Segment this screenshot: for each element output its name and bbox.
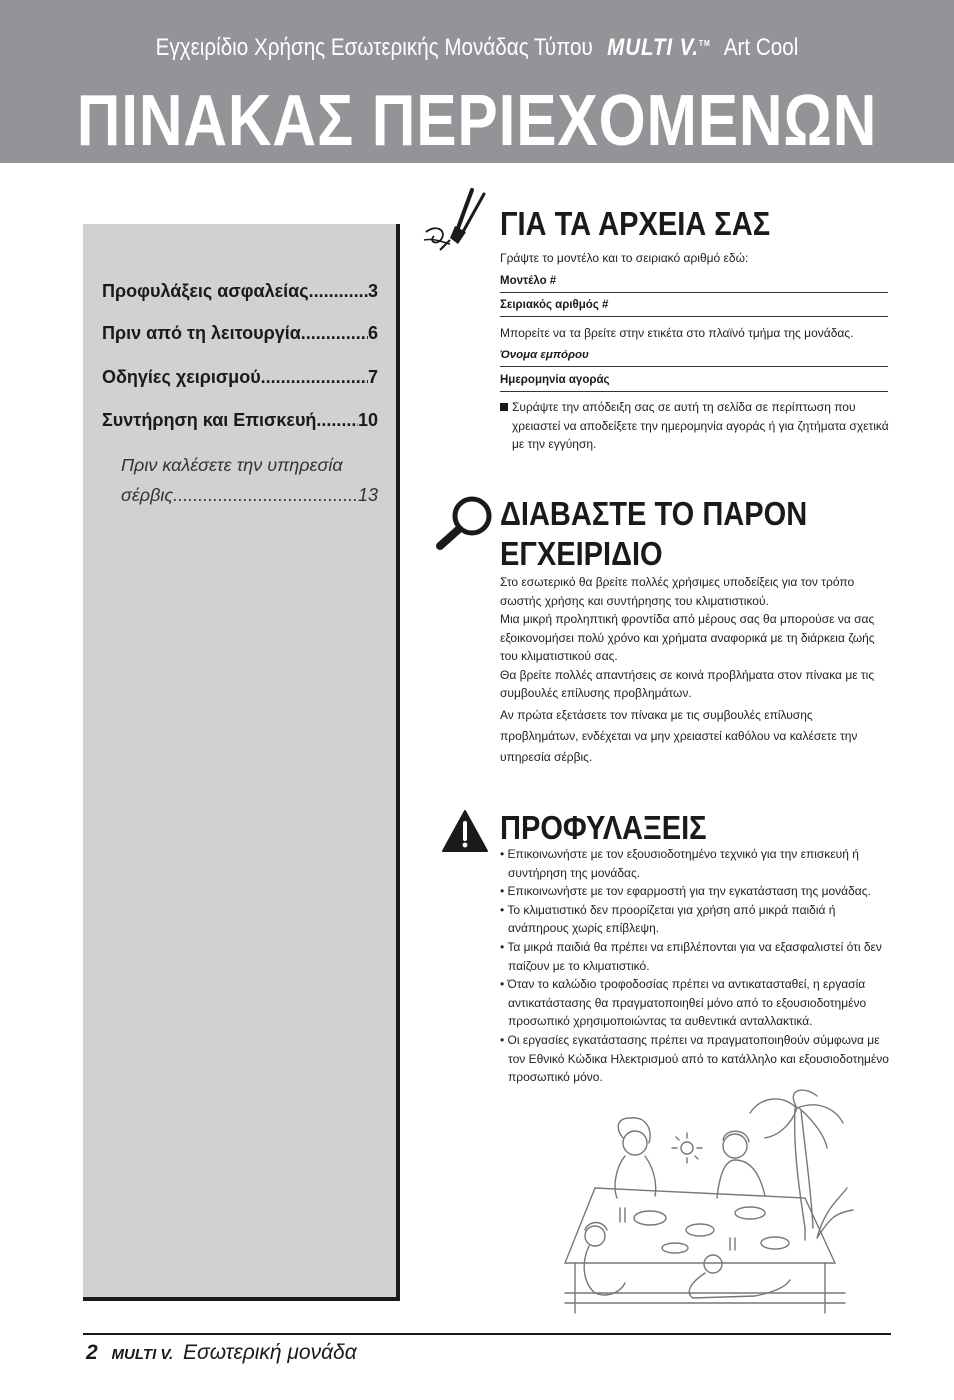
- toc-subitem-line2: σέρβις: [121, 485, 174, 505]
- toc-item-label: Συντήρηση και Επισκευή: [102, 410, 317, 430]
- toc-item-maintenance[interactable]: [102, 410, 378, 431]
- toc-subitem-line1: Πριν καλέσετε την υπηρεσία: [121, 455, 343, 475]
- warning-triangle-icon: [441, 809, 489, 853]
- manual-subtitle: [67, 34, 887, 62]
- footer-rule: [83, 1333, 891, 1335]
- precaution-text: Όταν το καλώδιο τροφοδοσίας πρέπει να αντικατασταθεί, η εργασία αντικατάστασης θα πραγματοποιηθεί μόνο από το εξουσιοδοτημένο προσωπικό χρησιμοποιώντας τα αυθεντικά ανταλλακτικά.: [507, 977, 867, 1029]
- magnifying-glass-icon: [432, 494, 496, 554]
- page-footer: [86, 1341, 357, 1365]
- page-number: 2: [86, 1341, 98, 1364]
- toc-page-number: 6: [367, 323, 378, 343]
- list-item: • Επικοινωνήστε με τον εξουσιοδοτημένο τεχνικό για την επισκευή ή συντήρηση της μονάδας.: [500, 847, 859, 880]
- header-banner: [0, 0, 954, 163]
- trademark-mark: TM: [698, 39, 711, 48]
- toc-leader-dots: [173, 480, 358, 510]
- toc-leader-dots: [309, 281, 368, 302]
- list-item: • Επικοινωνήστε με τον εφαρμοστή για την εγκατάσταση της μονάδας.: [500, 884, 871, 899]
- toc-page-number: 3: [367, 281, 378, 301]
- toc-leader-dots: [316, 410, 358, 431]
- serial-field: Σειριακός αριθμός #: [500, 299, 888, 317]
- toc-subitem-line2-row: [121, 480, 378, 510]
- read-manual-title-line2: ΕΓΧΕΙΡΙΔΙΟ: [500, 535, 663, 572]
- multi-v-logo-text: MULTI V.: [607, 34, 699, 61]
- toc-leader-dots: [261, 367, 368, 388]
- records-intro: Γράψτε το μοντέλο και το σειριακό αριθμό εδώ:: [500, 251, 749, 265]
- label-location-note: Μπορείτε να τα βρείτε στην ετικέτα στο πλαϊνό τμήμα της μονάδας.: [500, 326, 854, 340]
- subtitle-prefix: Εγχειρίδιο Χρήσης Εσωτερικής Μονάδας Τύπου: [155, 34, 593, 61]
- toc-page-number: 10: [357, 410, 378, 430]
- list-item: • Όταν το καλώδιο τροφοδοσίας πρέπει να αντικατασταθεί, η εργασία αντικατάστασης θα πραγματοποιηθεί μόνο από το εξουσιοδοτημένο προσωπικό χρησιμοποιώντας τα αυθεντικά ανταλλακτικά.: [500, 977, 867, 1029]
- precaution-text: Το κλιματιστικό δεν προορίζεται για χρήση από μικρά παιδιά ή ανάπηρους χωρίς επίβλεψη.: [507, 902, 836, 936]
- toc-subitem-before-service[interactable]: [121, 450, 378, 510]
- read-manual-body: [500, 573, 890, 768]
- read-paragraph: Στο εσωτερικό θα βρείτε πολλές χρήσιμες υποδείξεις για τον τρόπο σωστής χρήσης και συντήρησης του κλιματιστικού.: [500, 575, 855, 608]
- toc-leader-dots: [301, 323, 368, 344]
- table-of-contents: [83, 224, 400, 1301]
- list-item: • Οι εργασίες εγκατάστασης πρέπει να πραγματοποιηθούν σύμφωνα με τον Εθνικό Κώδικα Ηλεκτρισμού από το κατάλληλο και εξουσιοδοτημένο προσωπικό μόνο.: [500, 1032, 889, 1085]
- toc-item-safety[interactable]: [102, 281, 378, 302]
- precautions-title: ΠΡΟΦΥΛΑΞΕΙΣ: [500, 809, 707, 846]
- read-paragraph: Μια μικρή προληπτική φροντίδα από μέρους σας θα μπορούσε να σας εξοικονομήσει πολύ χρόνο και χρήματα αναφορικά με τη διάρκεια ζωής του κλιματιστικού σας.: [500, 612, 875, 663]
- square-bullet-icon: [500, 403, 508, 411]
- pen-icon: [422, 186, 500, 252]
- precaution-text: Επικοινωνήστε με τον εφαρμοστή για την εγκατάσταση της μονάδας.: [507, 884, 871, 899]
- read-paragraph: Αν πρώτα εξετάσετε τον πίνακα με τις συμβουλές επίλυσης προβλημάτων, ενδέχεται να μην χρειαστεί καθόλου να καλέσετε την υπηρεσία σέρβις.: [500, 707, 858, 764]
- purchase-date-field: Ημερομηνία αγοράς: [500, 374, 888, 392]
- page-title: ΠΙΝΑΚΑΣ ΠΕΡΙΕΧΟΜΕΝΩΝ: [76, 81, 878, 161]
- records-title: ΓΙΑ ΤΑ ΑΡΧΕΙΑ ΣΑΣ: [500, 205, 771, 242]
- precaution-text: Επικοινωνήστε με τον εξουσιοδοτημένο τεχνικό για την επισκευή ή συντήρηση της μονάδας.: [507, 847, 859, 880]
- list-item: • Τα μικρά παιδιά θα πρέπει να επιβλέπονται για να εξασφαλιστεί ότι δεν παίζουν με το κλιματιστικό.: [500, 939, 882, 973]
- read-manual-title-line1: ΔΙΑΒΑΣΤΕ ΤΟ ΠΑΡΟΝ: [500, 495, 808, 532]
- toc-item-label: Οδηγίες χειρισμού: [102, 367, 261, 387]
- dealer-name-field: Όνομα εμπόρου: [500, 349, 888, 367]
- precaution-text: Τα μικρά παιδιά θα πρέπει να επιβλέπονται για να εξασφαλιστεί ότι δεν παίζουν με το κλιματιστικό.: [507, 939, 882, 973]
- subtitle-suffix: Art Cool: [723, 34, 799, 61]
- staple-note-text: Συράψτε την απόδειξη σας σε αυτή τη σελίδα σε περίπτωση που χρειαστεί να αποδείξετε την ημερομηνία αγοράς ή για ζητήματα σχετικά με την εγγύηση.: [512, 400, 889, 451]
- toc-page-number: 13: [357, 485, 378, 505]
- multi-v-logo: [607, 34, 710, 61]
- model-field: Μοντέλο #: [500, 275, 888, 293]
- precautions-list: [500, 845, 890, 1087]
- list-item: • Το κλιματιστικό δεν προορίζεται για χρήση από μικρά παιδιά ή ανάπηρους χωρίς επίβλεψη.: [500, 902, 836, 936]
- precaution-text: Οι εργασίες εγκατάστασης πρέπει να πραγματοποιηθούν σύμφωνα με τον Εθνικό Κώδικα Ηλεκτρισμού από το κατάλληλο και εξουσιοδοτημένο προσωπικό μόνο.: [507, 1032, 889, 1085]
- read-manual-title: [500, 494, 807, 574]
- toc-item-label: Πριν από τη λειτουργία: [102, 323, 301, 343]
- footer-multi-v-logo: MULTI V.: [111, 1346, 174, 1363]
- staple-receipt-note: [500, 398, 890, 454]
- toc-item-operating-instructions[interactable]: [102, 367, 378, 388]
- toc-page-number: 7: [367, 367, 378, 387]
- toc-item-before-operation[interactable]: [102, 323, 378, 344]
- footer-text: Εσωτερική μονάδα: [183, 1341, 357, 1364]
- read-paragraph: Θα βρείτε πολλές απαντήσεις σε κοινά προβλήματα στον πίνακα με τις συμβουλές επίλυσης προβλημάτων.: [500, 667, 875, 700]
- toc-item-label: Προφυλάξεις ασφαλείας: [102, 281, 309, 301]
- picnic-illustration: [555, 1088, 855, 1328]
